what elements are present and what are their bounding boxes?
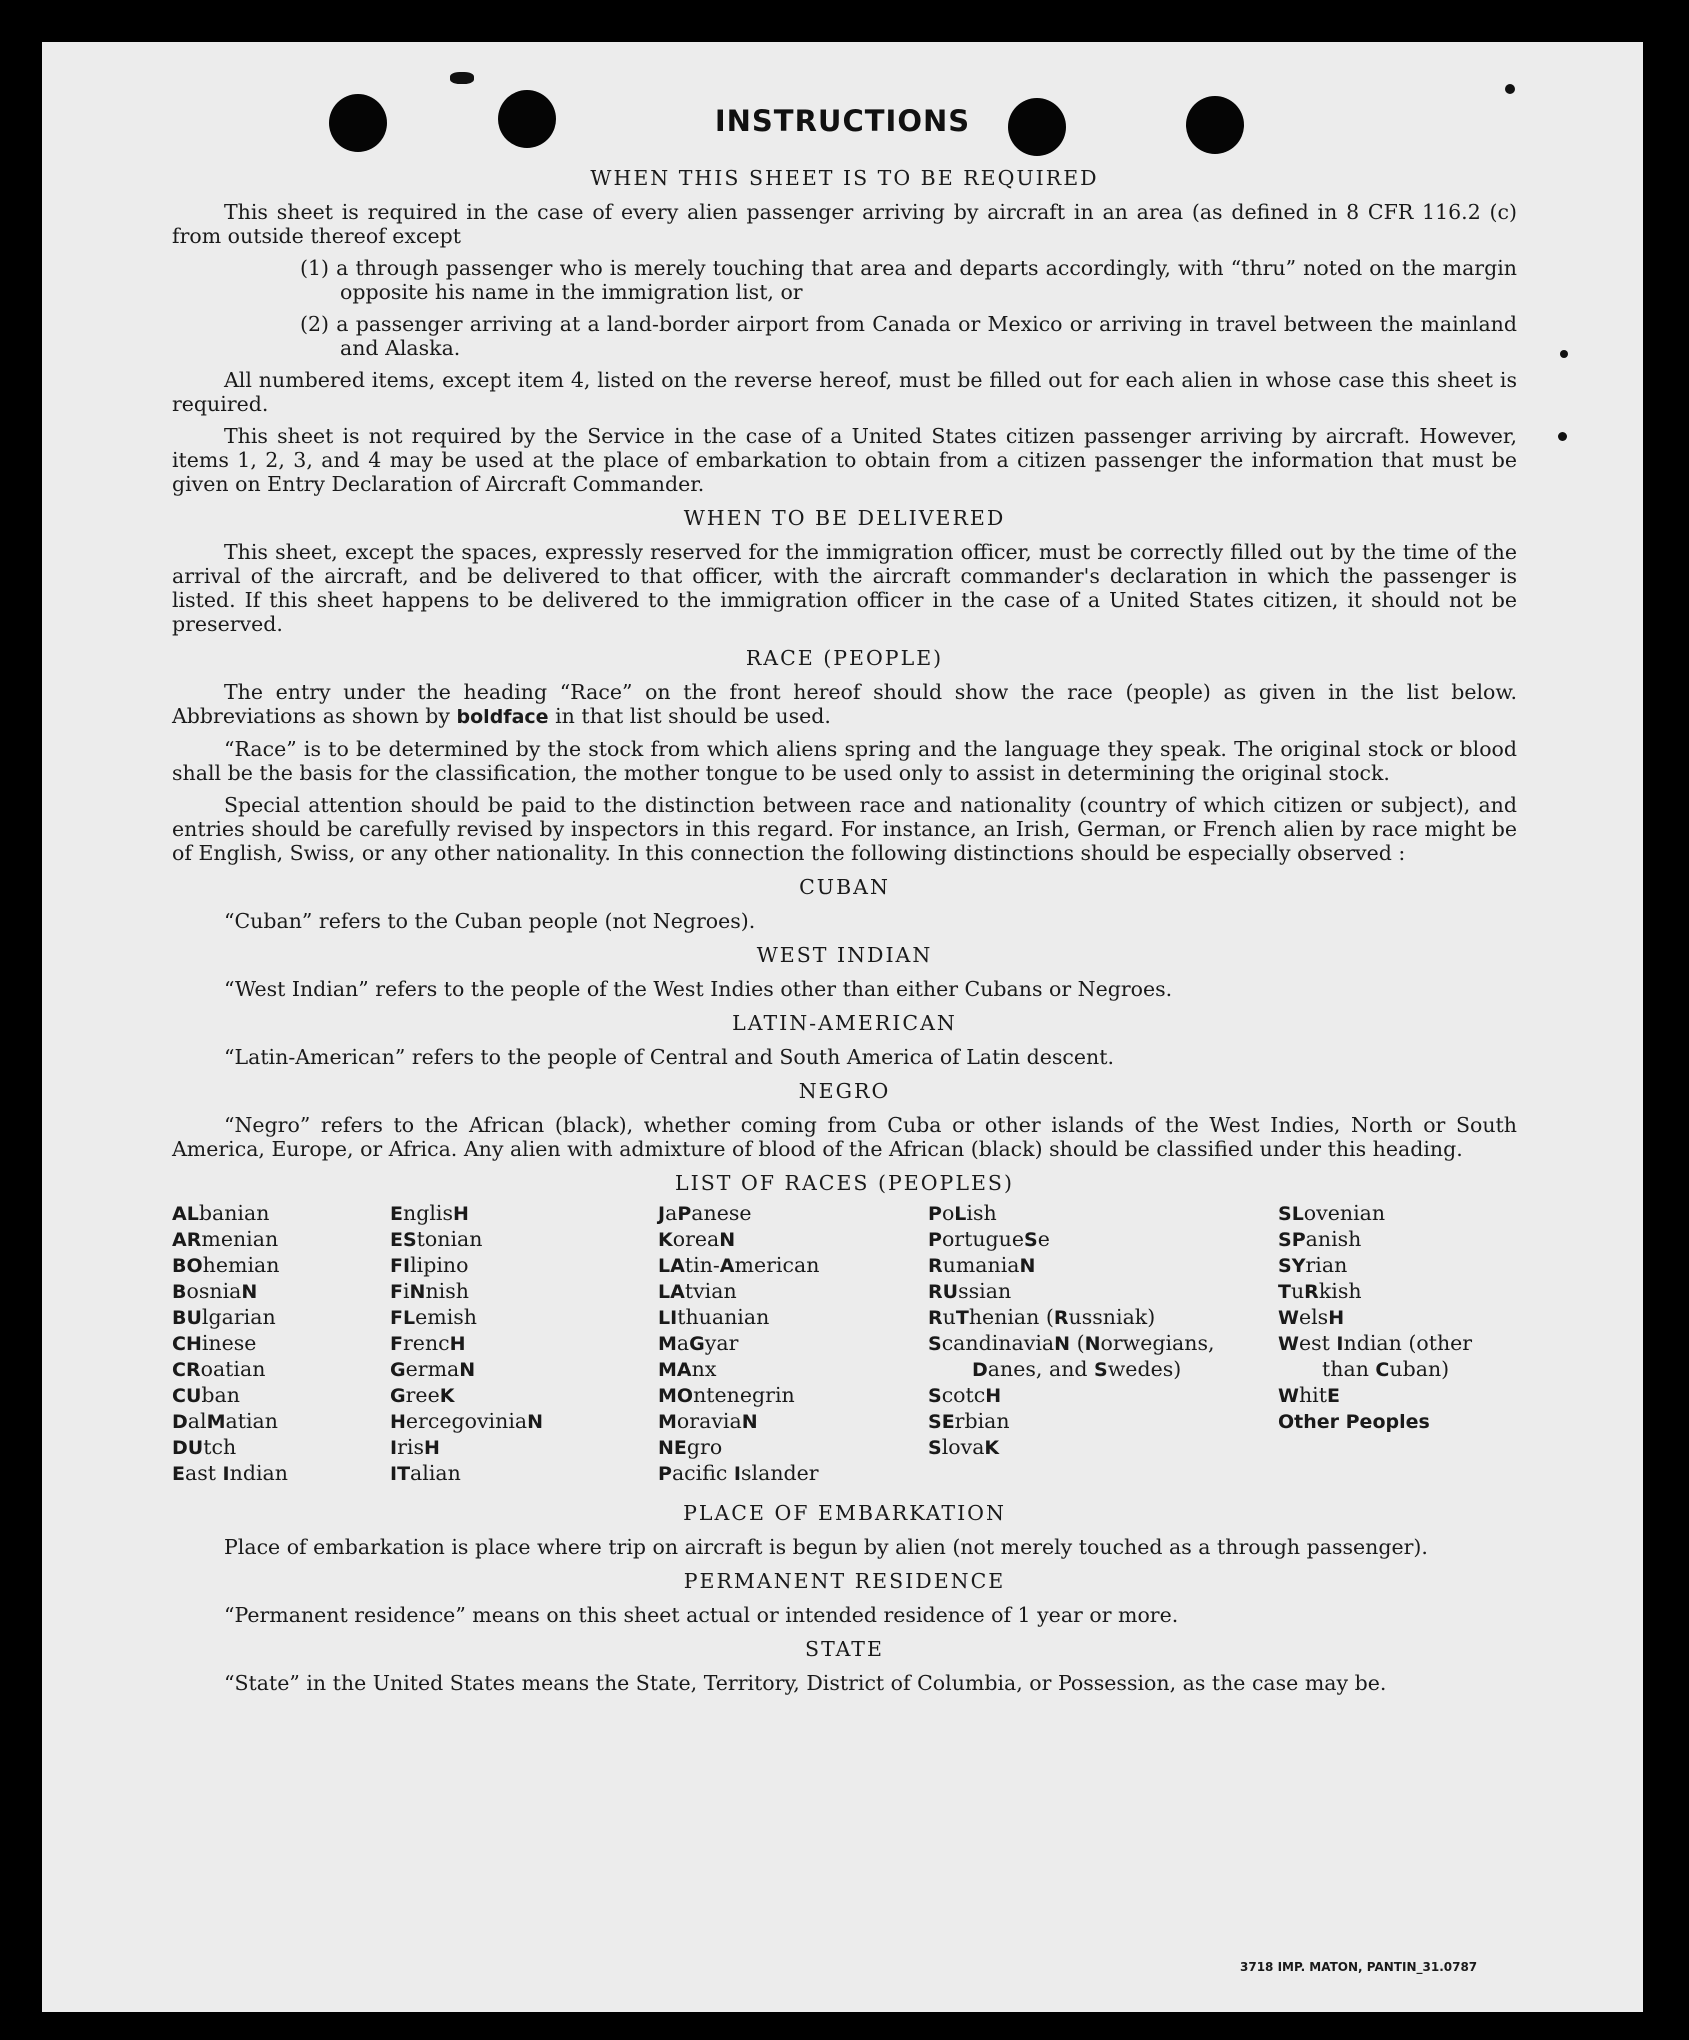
race-entry: BUlgarian	[172, 1305, 276, 1329]
race-entry: CHinese	[172, 1331, 257, 1355]
boldface-word: boldface	[456, 706, 549, 728]
section-heading: WHEN TO BE DELIVERED	[683, 506, 1006, 530]
paragraph: “Latin-American” refers to the people of Central and South America of Latin descent.	[224, 1045, 1114, 1069]
race-entry: ARmenian	[172, 1227, 279, 1251]
race-entry: HercegoviniaN	[390, 1409, 544, 1433]
paragraph: “State” in the United States means the State, Territory, District of Columbia, or Possession, as the case may be.	[224, 1671, 1387, 1695]
section-heading: NEGRO	[798, 1079, 891, 1103]
section-heading: WHEN THIS SHEET IS TO BE REQUIRED	[590, 166, 1099, 190]
race-entry: CRoatian	[172, 1357, 266, 1381]
race-entry: FIlipino	[390, 1253, 469, 1277]
race-entry: FLemish	[390, 1305, 477, 1329]
race-entry: PortugueSe	[928, 1227, 1050, 1251]
paragraph	[172, 680, 1517, 729]
race-entry: ITalian	[390, 1461, 461, 1485]
section-heading: PERMANENT RESIDENCE	[683, 1569, 1006, 1593]
race-entry: CUban	[172, 1383, 240, 1407]
paragraph: “Cuban” refers to the Cuban people (not Negroes).	[224, 909, 756, 933]
paragraph: This sheet is not required by the Service in the case of a United States citizen passenger arriving by aircraft. However, items 1, 2, 3, and 4 may be used at the place of embarkation to obtain from a citizen passenger the information that must be given on Entry Declaration of Aircraft Commander.	[172, 424, 1517, 496]
paragraph: This sheet is required in the case of every alien passenger arriving by aircraft in an area (as defined in 8 CFR 116.2 (c) from outside thereof except	[172, 200, 1517, 248]
section-heading: STATE	[805, 1637, 884, 1661]
document-sheet	[42, 42, 1643, 2012]
race-entry: ScotcH	[928, 1383, 1002, 1407]
race-entry: ScandinaviaN (Norwegians, Danes, and Swedes)	[928, 1331, 1215, 1381]
race-entry: FrencH	[390, 1331, 466, 1355]
race-entry: LAtvian	[658, 1279, 737, 1303]
race-entry: JaPanese	[658, 1201, 752, 1225]
race-column	[390, 1201, 658, 1487]
paragraph: Special attention should be paid to the distinction between race and nationality (country of which citizen or subject), and entries should be carefully revised by inspectors in this regard. For instance, an Irish, German, or French alien by race might be of English, Swiss, or any other nationality. In this connection the following distinctions should be especially observed :	[172, 793, 1517, 865]
race-entry: MoraviaN	[658, 1409, 758, 1433]
race-entry: BOhemian	[172, 1253, 280, 1277]
section-heading: RACE (PEOPLE)	[745, 646, 944, 670]
paper-speck	[1558, 432, 1567, 441]
race-list	[172, 1201, 1517, 1487]
paragraph: “Race” is to be determined by the stock from which aliens spring and the language they speak. The original stock or blood shall be the basis for the classification, the mother tongue to be used only to assist in determining the original stock.	[172, 737, 1517, 785]
race-entry: Other Peoples	[1278, 1411, 1430, 1433]
numbered-item: (2) a passenger arriving at a land-border airport from Canada or Mexico or arriving in travel between the mainland and Alaska.	[300, 312, 1517, 360]
race-entry: NEgro	[658, 1435, 723, 1459]
race-entry: SErbian	[928, 1409, 1010, 1433]
race-entry: DUtch	[172, 1435, 237, 1459]
race-entry: RuThenian (Russniak)	[928, 1305, 1156, 1329]
section-heading: LATIN-AMERICAN	[732, 1011, 957, 1035]
paragraph: Place of embarkation is place where trip on aircraft is begun by alien (not merely touched as a through passenger).	[224, 1535, 1428, 1559]
race-entry: LAtin-American	[658, 1253, 820, 1277]
text-run: in that list should be used.	[548, 704, 831, 728]
section-heading: PLACE OF EMBARKATION	[683, 1501, 1006, 1525]
race-entry: East Indian	[172, 1461, 288, 1485]
paragraph: “Negro” refers to the African (black), whether coming from Cuba or other islands of the West Indies, North or South America, Europe, or Africa. Any alien with admixture of blood of the African (black) should be classified under this heading.	[172, 1113, 1517, 1161]
race-entry: PoLish	[928, 1201, 997, 1225]
section-heading: WEST INDIAN	[756, 943, 933, 967]
race-entry: SPanish	[1278, 1227, 1362, 1251]
race-column	[928, 1201, 1278, 1487]
race-entry: FiNnish	[390, 1279, 469, 1303]
race-entry: DalMatian	[172, 1409, 278, 1433]
race-entry: Pacifc Islander	[658, 1461, 819, 1485]
race-entry: KoreaN	[658, 1227, 736, 1251]
race-entry: MAnx	[658, 1357, 717, 1381]
race-entry: BosniaN	[172, 1279, 258, 1303]
race-entry: GreeK	[390, 1383, 455, 1407]
race-entry: RUssian	[928, 1279, 1012, 1303]
paragraph: “Permanent residence” means on this sheet actual or intended residence of 1 year or more.	[224, 1603, 1179, 1627]
race-entry: EnglisH	[390, 1201, 469, 1225]
race-entry: West Indian (other than Cuban)	[1278, 1331, 1473, 1381]
paper-speck	[1560, 350, 1568, 358]
race-entry: GermaN	[390, 1357, 476, 1381]
race-entry: TuRkish	[1278, 1279, 1362, 1303]
text-run: The entry under the heading “Race” on the front hereof should show the race (people) as given in the list below. Abbreviations as shown by	[172, 680, 1517, 728]
race-column	[658, 1201, 928, 1487]
paper-speck	[450, 72, 474, 84]
race-entry: RumaniaN	[928, 1253, 1036, 1277]
paragraph: “West Indian” refers to the people of the West Indies other than either Cubans or Negroes.	[224, 977, 1173, 1001]
race-entry: SlovaK	[928, 1435, 1000, 1459]
race-entry: SLovenian	[1278, 1201, 1386, 1225]
page-title: INSTRUCTIONS	[714, 104, 971, 138]
race-entry: IrisH	[390, 1435, 440, 1459]
paragraph: All numbered items, except item 4, listed on the reverse hereof, must be filled out for each alien in whose case this sheet is required.	[172, 368, 1517, 416]
race-column	[1278, 1201, 1517, 1487]
race-entry: EStonian	[390, 1227, 483, 1251]
paragraph: This sheet, except the spaces, expressly reserved for the immigration officer, must be correctly filled out by the time of the arrival of the aircraft, and be delivered to that officer, with the aircraft commander's declaration in which the passenger is listed. If this sheet happens to be delivered to the immigration officer in the case of a United States citizen, it should not be preserved.	[172, 540, 1517, 636]
numbered-item: (1) a through passenger who is merely touching that area and departs accordingly, with “thru” noted on the margin opposite his name in the immigration list, or	[300, 256, 1517, 304]
race-entry: SYrian	[1278, 1253, 1348, 1277]
race-entry: WelsH	[1278, 1305, 1345, 1329]
race-column	[172, 1201, 390, 1487]
race-entry: WhitE	[1278, 1383, 1340, 1407]
section-heading: LIST OF RACES (PEOPLES)	[675, 1171, 1014, 1195]
race-entry: MaGyar	[658, 1331, 739, 1355]
section-heading: CUBAN	[799, 875, 890, 899]
race-entry: MOntenegrin	[658, 1383, 795, 1407]
instructions-body	[172, 156, 1517, 1703]
printer-imprint: 3718 IMP. MATON, PANTIN_31.0787	[1240, 1960, 1478, 1974]
race-entry: ALbanian	[172, 1201, 270, 1225]
paper-speck	[1505, 84, 1515, 94]
race-entry: LIthuanian	[658, 1305, 770, 1329]
